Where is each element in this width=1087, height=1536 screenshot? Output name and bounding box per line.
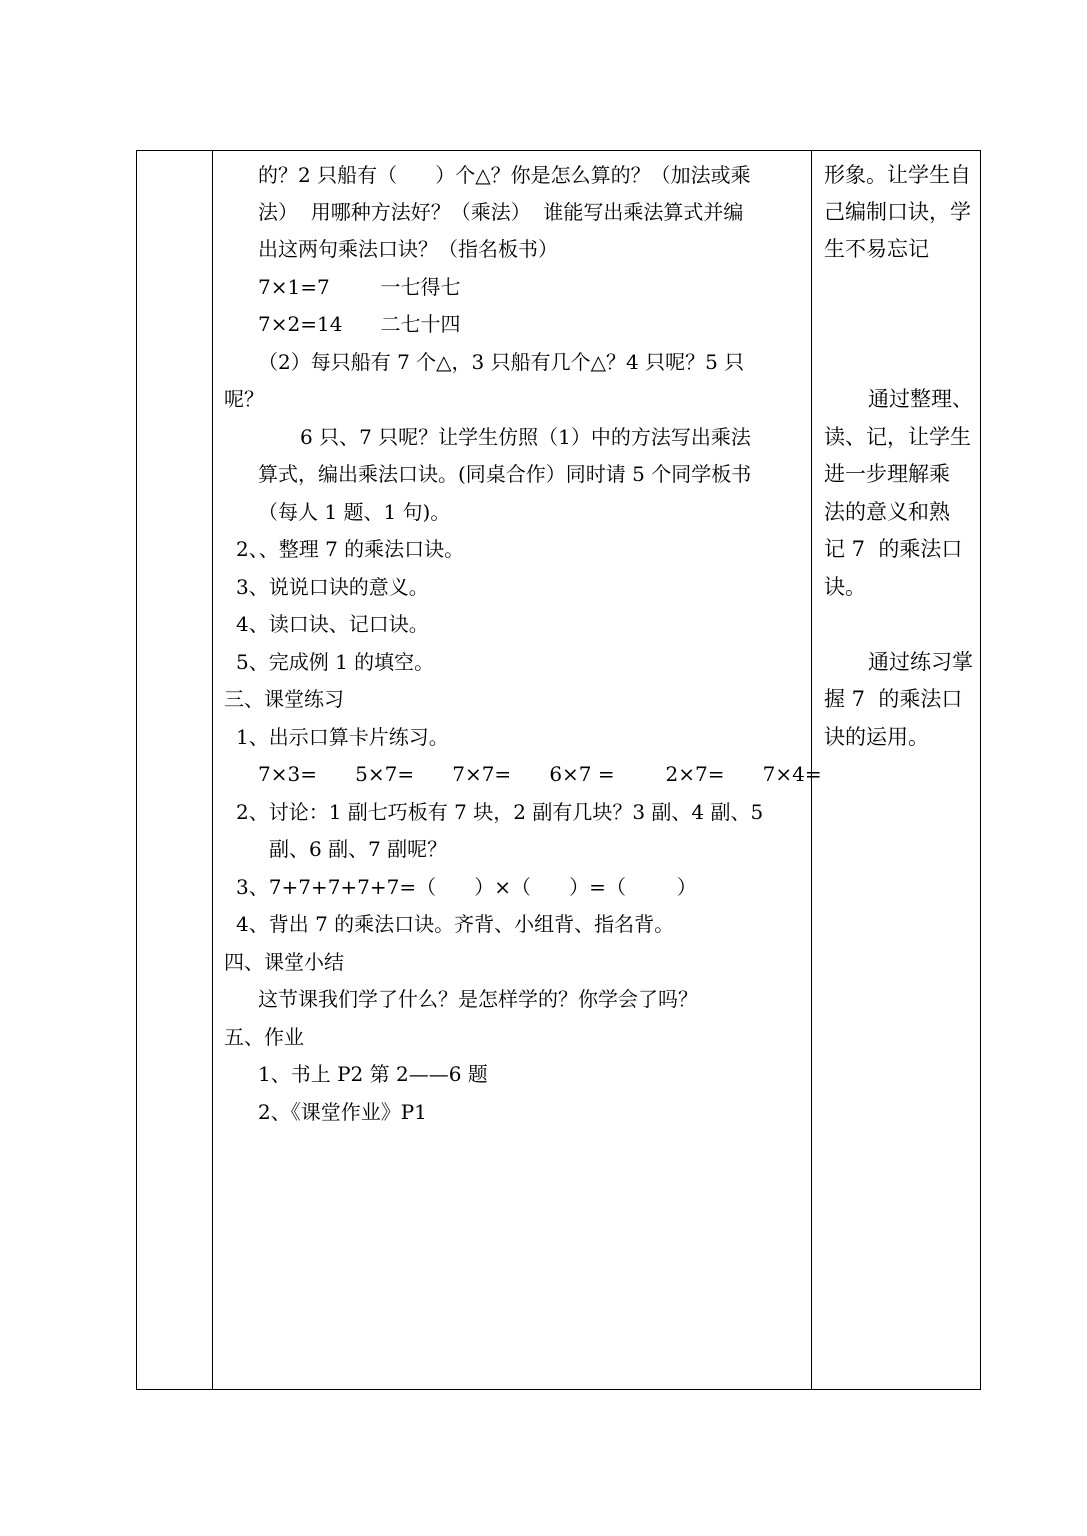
- main-text-line: 7×3= 5×7= 7×7= 6×7 = 2×7= 7×4=: [258, 762, 822, 786]
- main-text-line: （每人 1 题、1 句)。: [258, 500, 451, 524]
- main-text-line: 三、课堂练习: [224, 687, 344, 711]
- main-text-line: 7×2=14 二七十四: [258, 312, 461, 336]
- main-text-line: 1、出示口算卡片练习。: [236, 725, 449, 749]
- main-text-line: 的？2 只船有（ ）个△？你是怎么算的？（加法或乘: [258, 163, 751, 187]
- main-text-line: 4、读口诀、记口诀。: [236, 612, 429, 636]
- main-text-line: 3、说说口诀的意义。: [236, 575, 429, 599]
- side-text-line: 形象。让学生自: [824, 163, 971, 187]
- main-text-line: 出这两句乘法口诀？（指名板书）: [258, 237, 558, 261]
- main-text-line: 1、书上 P2 第 2——6 题: [258, 1062, 488, 1086]
- main-text-line: 算式，编出乘法口诀。(同桌合作）同时请 5 个同学板书: [258, 462, 752, 486]
- main-text-line: 2、、整理 7 的乘法口诀。: [236, 537, 465, 561]
- side-text-line: 通过练习掌: [868, 650, 973, 674]
- side-text-line: 诀的运用。: [824, 725, 929, 749]
- main-text-line: 2、讨论：1 副七巧板有 7 块，2 副有几块？3 副、4 副、5: [236, 800, 764, 824]
- main-text-line: 呢？: [224, 387, 264, 411]
- teaching-process-column: [214, 151, 822, 1389]
- main-text-line: 这节课我们学了什么？是怎样学的？你学会了吗？: [258, 987, 698, 1011]
- main-text-line: 法） 用哪种方法好？（乘法） 谁能写出乘法算式并编: [258, 200, 744, 224]
- main-text-line: 5、完成例 1 的填空。: [236, 650, 435, 674]
- side-text-line: 握 7 的乘法口: [824, 687, 963, 711]
- side-text-line: 诀。: [824, 575, 866, 599]
- main-text-line: 4、背出 7 的乘法口诀。齐背、小组背、指名背。: [236, 912, 675, 936]
- lesson-plan-table: [136, 150, 981, 1390]
- design-intent-column: [814, 151, 980, 1389]
- main-text-line: 四、课堂小结: [224, 950, 344, 974]
- side-text-line: 通过整理、: [868, 387, 973, 411]
- main-text-line: （2）每只船有 7 个△，3 只船有几个△？4 只呢？5 只: [258, 350, 745, 374]
- side-text-line: 进一步理解乘: [824, 462, 950, 486]
- side-text-line: 己编制口诀，学: [824, 200, 971, 224]
- main-text-line: 五、作业: [224, 1025, 304, 1049]
- main-text-line: 副、6 副、7 副呢？: [269, 837, 448, 861]
- side-text-line: 读、记，让学生: [824, 425, 971, 449]
- main-text-line: 2、《课堂作业》P1: [258, 1100, 427, 1124]
- main-text-line: 6 只、7 只呢？让学生仿照（1）中的方法写出乘法: [300, 425, 751, 449]
- column-divider-left: [212, 151, 213, 1389]
- side-text-line: 法的意义和熟: [824, 500, 950, 524]
- side-text-line: 生不易忘记: [824, 237, 929, 261]
- side-text-line: 记 7 的乘法口: [824, 537, 963, 561]
- main-text-line: 3、7+7+7+7+7=（ ）×（ ）=（ ）: [236, 875, 697, 899]
- main-text-line: 7×1=7 一七得七: [258, 275, 461, 299]
